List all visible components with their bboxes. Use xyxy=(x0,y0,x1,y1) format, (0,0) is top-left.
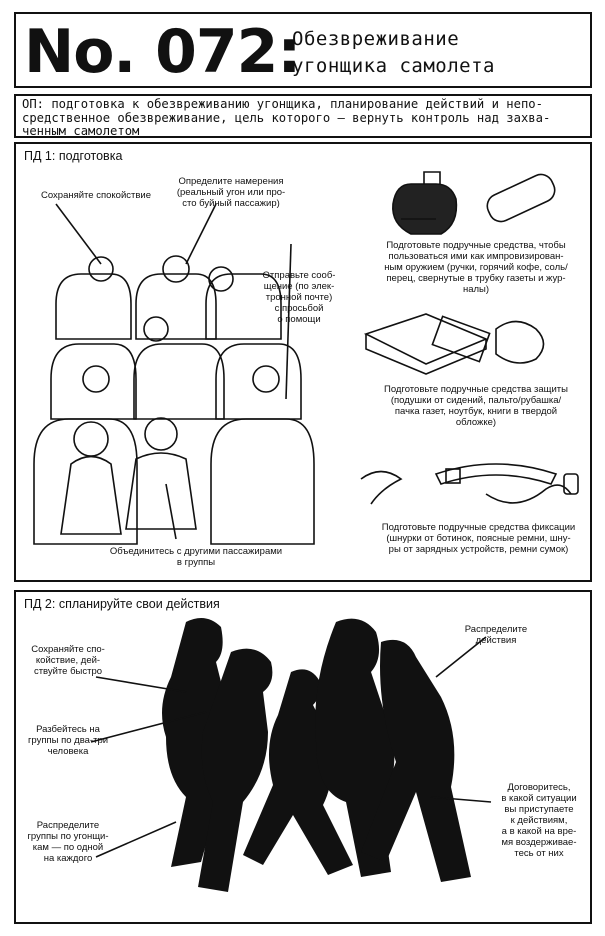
label-unite-groups: Объединитесь с другими пассажирами в группы xyxy=(109,546,283,568)
label-distribute-actions: Распределите действия xyxy=(464,624,528,646)
objective-line3: ченным самолетом xyxy=(22,124,140,138)
objective-box xyxy=(14,94,592,138)
panel1-title: ПД 1: подготовка xyxy=(24,149,123,163)
label-improvised-weapons: Подготовьте подручные средства, чтобы пользоваться ими как импровизирован- ным оружием (ручки, горячий кофе, соль/ перец, свернутые в трубку газеты и жур- налы) xyxy=(384,240,568,295)
seat-front-row-1 xyxy=(34,419,137,544)
label-stay-calm: Сохраняйте спокойствие xyxy=(41,190,151,201)
entry-title-line2: угонщика самолета xyxy=(292,55,495,77)
objective-line1: ОП: подготовка к обезвреживанию угонщика, планирование действий и непо- xyxy=(22,97,543,111)
passenger-head xyxy=(145,418,177,450)
seat-middle-row-3 xyxy=(216,344,301,419)
passenger-head xyxy=(209,267,233,291)
charger-cord-icon xyxy=(486,485,571,503)
seat-middle-row-2 xyxy=(134,344,224,419)
label-split-groups: Разбейтесь на группы по два-три человека xyxy=(27,724,109,757)
coffee-pot-icon xyxy=(393,184,457,234)
passenger-head xyxy=(89,257,113,281)
label-calm-act-fast: Сохраняйте спо- койствие, дей- ствуйте быстро xyxy=(31,644,105,677)
passenger-head xyxy=(144,317,168,341)
label-assign-groups: Распределите группы по угонщи- кам — по одной на каждого xyxy=(27,820,109,864)
cabin-illustration xyxy=(16,144,590,580)
shoelace-icon xyxy=(361,472,401,505)
label-improvised-protection: Подготовьте подручные средства защиты (подушки от сидений, пальто/рубашка/ пачка газет, ноутбук, книги в твердой обложке) xyxy=(384,384,568,428)
passenger-head xyxy=(74,422,108,456)
title-box xyxy=(14,12,592,88)
passenger-head xyxy=(83,366,109,392)
entry-title xyxy=(292,26,495,80)
seat-front-row-2 xyxy=(211,419,314,544)
entry-number: No. 072: xyxy=(24,17,301,87)
label-send-message: Отправьте сооб- щение (по элек- тронной почте) с просьбой о помощи xyxy=(262,270,336,325)
label-determine-intent: Определите намерения (реальный угон или про- сто буйный пассажир) xyxy=(176,176,286,209)
seat-middle-row-1 xyxy=(51,344,136,419)
panel-preparation xyxy=(14,142,592,582)
objective-line2: средственное обезвреживание, цель которого — вернуть контроль над захва- xyxy=(22,110,551,125)
label-agree-when-act: Договоритесь, в какой ситуации вы приступаете к действиям, а в какой на вре- мя воздерживае- тесь от них xyxy=(501,782,577,859)
entry-title-line1: Обезвреживание xyxy=(292,28,460,50)
seat-back-row-1 xyxy=(56,274,131,339)
rolled-newspaper-icon xyxy=(483,171,558,226)
passenger-head xyxy=(253,366,279,392)
passenger-head xyxy=(163,256,189,282)
panel-plan-actions xyxy=(14,590,592,924)
seat-back-row-2 xyxy=(136,274,216,339)
label-improvised-restraints: Подготовьте подручные средства фиксации (шнурки от ботинок, поясные ремни, шну- ры от зарядных устройств, ремни сумок) xyxy=(381,522,576,555)
book-icon xyxy=(432,316,489,361)
belt-icon xyxy=(436,464,556,484)
panel2-title: ПД 2: спланируйте свои действия xyxy=(24,597,220,611)
wrapped-hand-icon xyxy=(496,322,544,364)
